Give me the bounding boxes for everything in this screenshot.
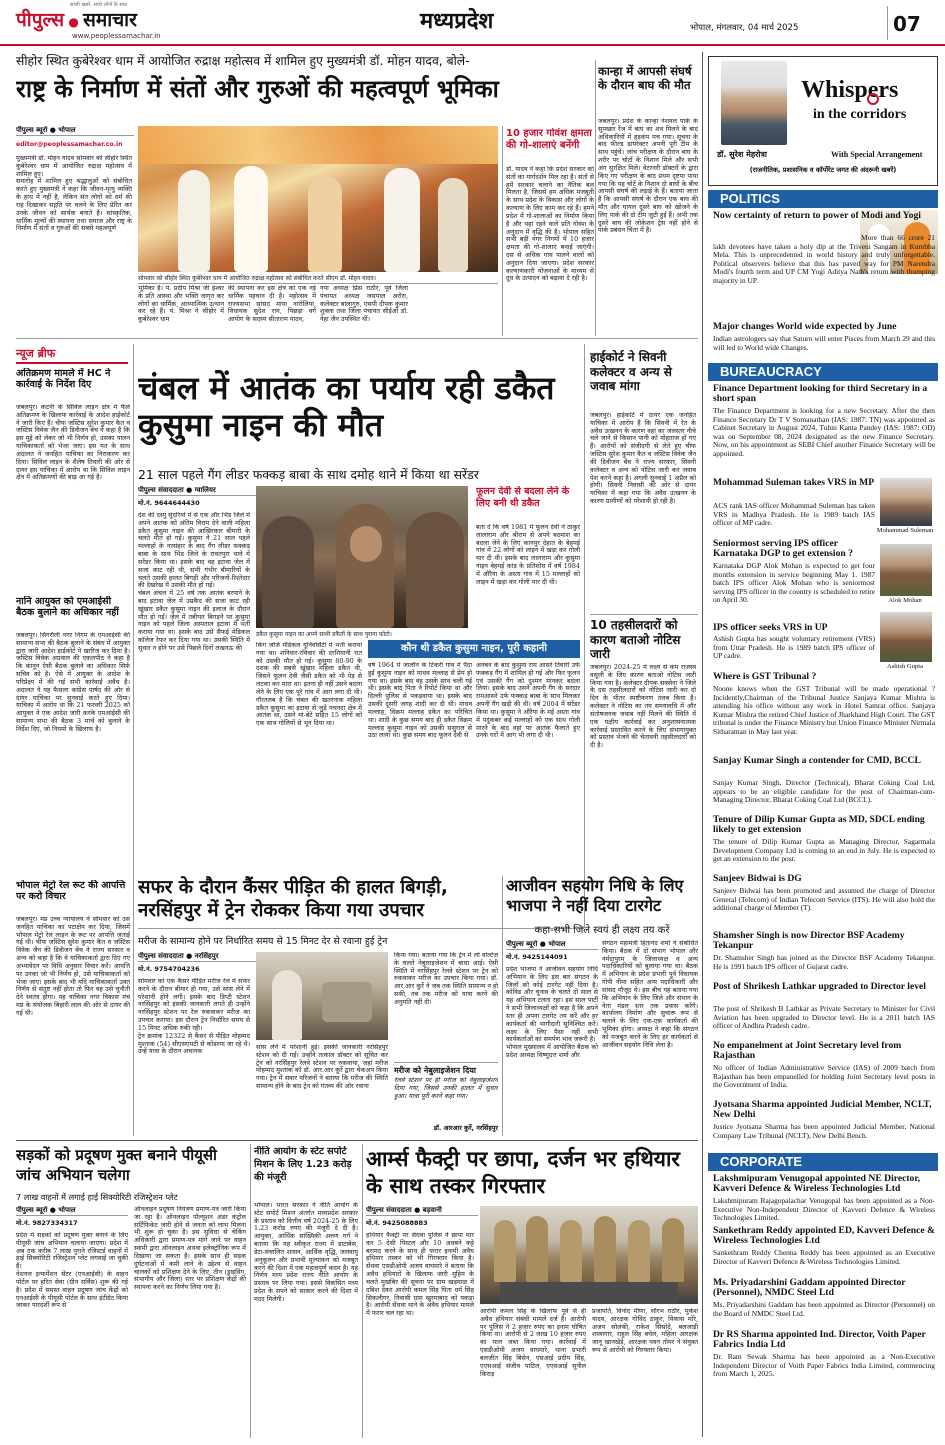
lead-photo-figure-5 bbox=[438, 178, 468, 272]
bureaucracy-headline-5: Where is GST Tribunal ? bbox=[713, 672, 817, 682]
hc-collector-headline: हाईकोर्ट ने सिवनी कलेक्टर व अन्य से जवाब मांगा bbox=[590, 350, 672, 394]
lead-photo-figure-1 bbox=[178, 170, 210, 272]
cancer-box-body: रेलवे स्टेशन पर ही मरीज को नेबुलाइजेशन दिया गया, जिससे उनकी हालत में सुधार हुआ। यात्रा पूरी करने कहा गया। bbox=[394, 1077, 498, 1100]
arms-photo-figure-1 bbox=[494, 1220, 516, 1282]
arms-col-2: आरोपी कमल सिंह के खिलाफ पूर्व से ही अवैध हथियार संबंधी मामले दर्ज हैं। आरोपी पर पुलिस ने 2 हजार रुपए का इनाम घोषित किया था। आरोपी से 2 लाख 10 हजार रुपए का माल जब्त किया गया। कार्रवाई में एसडीओपी अजय वाघमारे, थाना प्रभारी बलजीत सिंह बिसेन, एसआई प्रदीप सिंह, एएसआई संजीव पाटिल, एएसआई सुनील किराड़ bbox=[480, 1308, 586, 1378]
dacoit-photo-figure-1 bbox=[262, 516, 314, 628]
corporate-body-4: Dr. Ram Sewak Sharma has been appointed as a Non-Executive Independent Director of Voith Paper Fabrics India Limited, commencing from March 1, 2025. bbox=[713, 1353, 935, 1379]
pollution-phone: मो.नं. 9827334317 bbox=[16, 1219, 78, 1227]
dacoit-photo-face bbox=[350, 526, 382, 562]
brief-body-3: जबलपुर। मप्र उच्च न्यायालय ने सोमवार को उस जनहित याचिका का पटाक्षेप कर दिया, जिसमें भोपाल मेट्रो रेल लाइन के रूट पर आपत्ति जताई गई थी। चीफ जस्टिस सुरेश कुमार कैत व जस्टिस विवेक जैन की डिवीजन बेंच ने राज्य सरकार व अन्य को कहा है कि वे याचिकाकर्ता द्वारा दिए गए अभ्यावेदन पर विधि अनुसार विचार करें। आपत्ति पर उनका जो भी निर्णय हो, उसे याचिकाकर्ता को भेजा जाए। इसके बाद भी यदि याचिकाकर्ता उक्त निर्णय से संतुष्ट नहीं होता तो फिर वह उसे चुनौती देने स्वतंत्र होगा। यह याचिका नगर विकास मंच मप्र के संयोजक बिहारी लाल की ओर से दायर की गई थी। bbox=[16, 916, 130, 1017]
dacoit-photo-figure-3 bbox=[406, 512, 464, 628]
tiger-headline: कान्हा में आपसी संघर्ष के दौरान बाघ की मौत bbox=[598, 64, 692, 93]
corporate-headline-1: Lakshmipuram Venugopal appointed NE Director, Kavveri Defence & Wireless Technologies Ltd bbox=[713, 1174, 921, 1195]
whispers-box bbox=[708, 56, 938, 186]
rule-hc-tehsil bbox=[590, 614, 698, 615]
bureaucracy-headline-1: Finance Department looking for third Secretary in a short span bbox=[713, 384, 928, 405]
dacoit-headline: चंबल में आतंक का पर्याय रही डकैत कुसुमा नाइन की मौत bbox=[138, 370, 555, 445]
bureaucracy-body-2: ACS rank IAS officer Mohammad Suleman has taken VRS in Madhya Pradesh. He is 1989 batch IAS officer of MP cadre. bbox=[713, 502, 875, 528]
logo-part-1: पीपुल्स bbox=[16, 9, 65, 31]
gaushala-headline: 10 हजार गोवंश क्षमता की गो-शालाएं बनेंगी bbox=[506, 128, 592, 151]
ashish-gupta-photo bbox=[880, 612, 932, 662]
cancer-box-headline: मरीज को नेबुलाइजेशन दिया bbox=[394, 1066, 476, 1075]
dacoit-subhead: 21 साल पहले गैंग लीडर फक्कड़ बाबा के साथ दमोह थाने में किया था सरेंडर bbox=[138, 467, 479, 482]
rule-lead-gaushala bbox=[502, 126, 503, 336]
corporate-headline-4: Dr RS Sharma appointed Ind. Director, Voith Paper Fabrics India Ltd bbox=[713, 1330, 926, 1351]
lead-col-3: की स्थापना कर इस क्षेत्र को एक नई धार्मिक पहचान दी है। महोत्सव में राज्यसभा सांसद माया नारोलिया, विधायक सुदेश राय, पिछड़ा वर्ग आयोग के सदस्य सीताराम यादव, bbox=[228, 285, 316, 324]
whispers-red-swoosh bbox=[867, 93, 879, 105]
arms-photo bbox=[480, 1206, 698, 1304]
niti-headline: नीति आयोग के स्टेट सपोर्ट मिशन के लिए 1.23 करोड़ की मंजूरी bbox=[254, 1146, 352, 1183]
cancer-photo-figure-2 bbox=[322, 982, 372, 1022]
corporate-section-bar: CORPORATE bbox=[708, 1153, 938, 1171]
rule-under-cancer bbox=[16, 1140, 698, 1141]
cancer-photo bbox=[256, 952, 388, 1040]
rule-dacoit-right bbox=[584, 344, 585, 926]
lead-photo-caption: सोमवार को सीहोर स्थित कुबेरेश्वर धाम में आयोजित रुद्राक्ष महोत्सव को संबोधित करते सीएम डॉ. मोहन यादव। bbox=[138, 274, 498, 284]
bureaucracy-body-7: The tenure of Dilip Kumar Gupta as Managing Director, Sagarmala Development Company Ltd is coming to an end in July. He is expected to get an extension to the post. bbox=[713, 838, 935, 864]
lead-col-2: भूमिका है। पं. प्रदीप मिश्रा जी ईश्वर के प्रति आस्था और भक्ति जागृत कर लोगों का धार्मिक, आध्यात्मिक उत्थान कर रहे हैं। पं. मिश्रा ने सीहोर में कुबेरेश्वर धाम bbox=[138, 285, 224, 324]
rule-left-right bbox=[702, 52, 703, 1437]
bureaucracy-headline-8: Sanjeev Bidwai is DG bbox=[713, 874, 802, 884]
corporate-body-2: Sankethram Reddy Chenna Reddy has been appointed as an Executive Director of Kavveri Defence & Wireless Technologies Limited. bbox=[713, 1249, 935, 1266]
bjp-col-2: संगठन महामंत्री हितानंद शर्मा ने संबोधित किया। बैठक में दो संभाग भोपाल और नर्मदापुरम के जिलाध्यक्ष व अन्य पदाधिकारियों को बुलाया गया था। बैठक में अभियान के प्रदेश प्रभारी पूर्व विधायक गोपी नीमा सहित अन्य पदाधिकारी और सांसद मौजूद थे। इस बीच यह बताया गया कि अभियान के लिए जिले और संभाग के नेता मंडल स्तर तक प्रवास करेंगे। कार्यालय निर्माण और सुचारू रूप से चलाने के लिए एक-एक कार्यकर्ता की भूमिका होगा। अध्यक्ष ने कहा कि संगठन को मजबूत करने के लिए हर कार्यकर्ता से आजीवन सहयोग निधि लेना है। bbox=[602, 940, 698, 1049]
suleman-photo-label: Mohammad Suleman bbox=[876, 527, 934, 534]
bureaucracy-headline-3: Seniormost serving IPS officer Karnataka DGP to get extension ? bbox=[713, 539, 853, 560]
corporate-body-3: Ms. Priyadarshini Gaddam has been appointed as Director (Personnel) on the Board of NMDC Steel Ltd. bbox=[713, 1301, 935, 1318]
masthead bbox=[0, 0, 945, 46]
lead-email[interactable]: editor@peoplessamachar.co.in bbox=[16, 141, 123, 148]
masthead-logo[interactable] bbox=[16, 6, 137, 32]
bureaucracy-headline-2: Mohammad Suleman takes VRS in MP bbox=[713, 478, 875, 488]
brief-headline-3: भोपाल मेट्रो रेल रूट की आपत्ति पर करो विचार bbox=[16, 880, 126, 903]
gaushala-body: डॉ. यादव ने कहा कि प्रदेश सरकार को संतों का मार्गदर्शन मिल रहा है। संतों से हमें सरकार चलाने का नैतिक बल मिलता है, जिससे हम अधिक मजबूती के साथ प्रदेश के विकास और लोगों के कल्याण के लिए काम कर रहे हैं। हमने प्रदेश में गो-शालाओं का निर्माण किया है और यहां रहने वाले प्रति गोवंश के अनुदान में वृद्धि की है। भोपाल सहित सभी बड़ी नगर निगमों में 10 हजार क्षमता की गो-शालाएं बनाई जाएंगी। दस से अधिक गाय पालने वालों को अनुदान दिया जाएगा। प्रदेश सरकार कल्याणकारी योजनाओं के माध्यम से दूध के उत्पादन को बढ़ावा दे रही है। bbox=[506, 166, 594, 283]
ashish-gupta-photo-label: Ashish Gupta bbox=[886, 663, 924, 670]
bureaucracy-body-11: No officer of Indian Administrative Service (IAS) of 2009 batch from Rajasthan has been empanelled for holding Joint Secretary level posts in the Government of India. bbox=[713, 1064, 935, 1090]
corporate-headline-3: Ms. Priyadarshini Gaddam appointed Director (Personnel), NMDC Steel Ltd bbox=[713, 1278, 906, 1299]
brief-label: न्यूज ब्रीफ bbox=[16, 347, 56, 360]
corporate-body-1: Lakshmipuram Rajagopalachar Venugopal has been appointed as a Non-Executive Non-Independent Director of Kavveri Defence & Wireless Technologies Limited. bbox=[713, 1197, 935, 1223]
logo-dot-icon: ● bbox=[64, 15, 83, 29]
arms-photo-figure-5 bbox=[628, 1220, 650, 1282]
brief-body-2: जबलपुर। सिंगरौली नगर निगम के एमआईसी की सामान्य सभा की बैठक बुलाने के संबंध में आयुक्त द्वारा जारी आदेश हाईकोर्ट ने खारिज कर दिया है। जस्टिस विवेक अग्रवाल की एकलपीठ ने कहा है कि कानून ऐसी बैठक बुलाने का अधिकार सिर्फ सचिव को है। ऐसे में आयुक्त के आदेश के परिप्रेक्ष्य में की गई सभी कार्रवाई अवैध है। अदालत ने यह फैसला कांग्रेस पार्षद की ओर से दायर याचिका पर सुनवाई करते हुए दिया। याचिका में आरोप था कि 21 फरवरी 2025 को आयुक्त ने एक आदेश जारी करके एमआईसी की सामान्य सभा की बैठक 3 मार्च को बुलाने के निर्देश दिए, जो नियमों के खिलाफ है। bbox=[16, 632, 130, 733]
arms-col-3: प्रजापति, विनोद मीणा, सौरभ राठौर, मुकेश यादव, आरक्षक गोविंद ठाकुर, विकास मोरे, अजय सोलंकी, राकेश सिसोदे, बलजाड़ी शस्त्रागार, राहुल सिंह बघेल, महिला आरक्षक जानू खानखेड़े, आरक्षक पवन तोमर ने संयुक्त रूप से आरोपी को गिरफ्तार किया। bbox=[592, 1308, 698, 1355]
bureaucracy-headline-12: Jyotsana Sharma appointed Judicial Member, NCLT, New Delhi bbox=[713, 1100, 932, 1121]
dacoit-byline: पीपुल्स संवाददाता ● ग्वालियर bbox=[138, 486, 288, 496]
dacoit-story-col-2: अनबन के बाद कुसुमा राम आसरे तिवारी उर्फ फक्कड़ गैंग में शामिल हो गई और फिर फूलन एवं उसकी गैंग को दुश्मन मानकर बदला लिया। इसके बाद उसने अपनी गैंग के सरदार रामआसरे उर्फ फक्कड़ बाबा के साथ मिलकर अपनी गैंग खड़ी की थी। वर्ष 2004 में सरेंडर किया था। कुसुमा ने औरैया के मई अस्ता गांव में पदुंकबर कई मल्लाहों को एक साथ गोली मारने के बाद वहां पर आतंक फैलाते हुए उनके घरों में आग भी लगा दी थी। bbox=[476, 662, 580, 740]
rule-gaushala-tiger bbox=[595, 60, 596, 336]
logo-part-2: समाचार bbox=[82, 9, 137, 31]
rule-cancer-bjp bbox=[502, 876, 503, 1136]
bjp-headline: आजीवन सहयोग निधि के लिए भाजपा ने नहीं दिया टारगेट bbox=[506, 876, 684, 916]
bureaucracy-headline-9: Shamsher Singh is now Director BSF Academy Tekanpur bbox=[713, 931, 905, 952]
lead-col-4: नपा अध्यक्ष प्रिंस राठौर, पूर्व जिला पंचायत अध्यक्ष जसपाल अरोरा, कलेक्टर बालागुरु, एसपी दीपक कुमार शुक्ला तथा जिला पंचायत सीईओ डॉ. नेहा जैन उपस्थित थीं। bbox=[320, 285, 408, 324]
cancer-byline: पीपुल्स संवाददाता ● नरसिंहपुर bbox=[138, 952, 264, 962]
arms-phone: मो.नं. 9425088883 bbox=[366, 1219, 428, 1227]
bjp-col-1: प्रदेश भाजपा ने आजीवन सहयोग निधि अभियान के लिए इस बार संगठन के जिलों को कोई टारगेट नहीं दिया है। कोविड और चुनाव के चलते दो साल से यह अभियान टलता रहा। इस साल पार्टी ने सभी जिलाध्यक्षों को कहा है कि अपने स्तर ही अपना टारगेट तय करें और हर कार्यकर्ता की भागीदारी सुनिश्चित करें। लक्ष्य के लिए पैसा नहीं सभी कार्यकर्ताओं का समर्पण भाव जरूरी है। भोपाल मुख्यालय में आयोजित बैठक को प्रदेश अध्यक्ष विष्णुदत्त शर्मा और bbox=[506, 966, 598, 1059]
dacoit-photo-caption: डकैत कुसुमा नाइन का अपने साथी डकैतों के साथ पुराना फोटो। bbox=[256, 631, 392, 638]
arms-col-1: हथियार फैक्ट्री पर सेंधवा पुलिस ने छापा मार कर 5 देसी पिस्टल और 10 अधबने कट्टे बरामद करने के साथ ही फरार इनामी अवैध हथियार तस्कर को भी गिरफ्तार किया है। सेंधवा एसडीओपी अजय वाघमारे ने बताया कि अवैध हथियारों के खिलाफ जारी मुहिम के चलते मुखबिर की सूचना पर ग्राम खड़माळ में दबिश देकर आरोपी कमल सिंह पिता धर्म सिंह सिकलीगर, निवासी ग्राम खुरमाबाद को पकड़ा है। आरोपी सेंधवा थाने के अवैध हथियार मामले में फरार चल रहा था। bbox=[366, 1232, 474, 1318]
bureaucracy-body-8: Sanjeev Bidwai has been promoted and assumed the charge of Director General (Telecom) of Indian Telecom Service (ITS). He will also hold the additional charge of Member (T). bbox=[713, 887, 935, 913]
dacoit-phone: मो.नं. 9644644430 bbox=[138, 499, 200, 507]
bureaucracy-section-bar: BUREAUCRACY bbox=[708, 363, 938, 381]
issue-date: भोपाल, मंगलवार, 04 मार्च 2025 bbox=[690, 23, 799, 33]
politics-headline-2: Major changes World wide expected by June bbox=[713, 322, 897, 332]
arms-photo-figure-6 bbox=[662, 1218, 684, 1282]
politics-body-2: Indian astrologers say that Saturn will enter Pisces from March 29 and this will led to World wide Changes. bbox=[713, 335, 935, 352]
dacoit-col-1: देश की दस्यु सुंदरियों में से एक और भिंड जिले में अपने आतंक को अंतिम विराम देने वाली महिला डकैत कुसुमा नाइन की आखिरकार बीमारी के चलते मौत हो गई। कुसुमा ने 21 साल पहले मल्लाहों के नरसंहार के बाद गैंग लीडर फक्कड़ बाबा के साथ भिंड जिले के रावतपुरा थाने में सरेंडर किया था। इसके बाद वह इटावा जेल में सजा काट रही थी, सभी गंभीर बीमारियों के चलते उसकी हालत बिगड़ी और परिजनों-रिश्तेदार की देखरेख में उसकी मौत हो गई। चंबल अंचल में 25 वर्ष तक आतंक बरपाने के बाद इटावा जेल में उम्रकैद की सजा काट रही खूंखार डकैत कुसुमा नाइन की इलाज के दौरान मौत हो गई। जेल में तबीयत बिगड़ने पर कुसुमा नाइन को पहले जिला अस्पताल इटावा में भर्ती कराया गया था। इसके बाद उसे सैफई मेडिकल कॉलेज रेफर कर दिया गया था। उसकी स्थिति में सुधार न होने पर उसे पिछले दिनों लखनऊ की bbox=[138, 512, 250, 652]
bureaucracy-body-4: Ashish Gupta has sought voluntary retirement (VRS) from Uttar Pradesh. He is 1989 batch IPS officer of UP cadre. bbox=[713, 635, 875, 661]
politics-headline-1: Now certainty of return to power of Modi and Yogi bbox=[713, 211, 921, 221]
lead-photo-figure-4 bbox=[384, 168, 420, 272]
lead-photo-figure-2 bbox=[234, 166, 268, 272]
lead-photo-figure-3 bbox=[308, 176, 342, 272]
cancer-box-sign: डॉ. आरआर कुर्रे, नरसिंहपुर bbox=[433, 1124, 498, 1132]
bureaucracy-headline-10: Post of Shrikesh Lathkar upgraded to Director level bbox=[713, 982, 926, 992]
niti-body: भोपाल। भारत सरकार ने नीति आयोग के स्टेट सपोर्ट मिशन अंतर्गत मध्यप्रदेश सरकार के प्रस्ताव को वित्तीय वर्ष 2024-25 के लिए 1.23 करोड़ रुपए की मंजूरी दे दी है। आयुक्त, आर्थिक सांख्यिकी अरुण गर्ग ने बताया कि यह स्वीकृत राज्य में डाटाबेस, डेटा-संचालित शासन, आर्थिक वृद्धि, जलवायु अनुकूलन और प्रभावी मूल्यांकन को मजबूत करने की दिशा में एक महत्वपूर्ण कदम है। यह निर्णय मध्य प्रदेश राज्य नीति आयोग के प्रस्ताव पर लिया गया। इससे विकसित मध्य प्रदेश के सपने को साकार करने की दिशा में मदद मिलेगी। bbox=[254, 1202, 358, 1303]
cancer-col-2: सांस लेने में परेशानी हुई। इसकी जानकारी नरसिंहपुर स्टेशन को दी गई। उन्होंने तत्काल डॉक्टर को सूचित कर ट्रेन को नरसिंहपुर रेलवे स्टेशन पर रुकवाया, जहां मरीज मोहम्मद मुश्ताक को डॉ. आर.आर कुर्रे द्वारा चेकअप किया गया। ट्रेन में सवार परिजनों ने बताया कि मरीज की स्थिति सामान्य होने के बाद ट्रेन को गंतव्य की ओर रवाना bbox=[256, 1044, 388, 1091]
dacoit-photo bbox=[256, 486, 468, 628]
cancer-subhead: मरीज के सामान्य होने पर निर्धारित समय से 15 मिनट देर से रवाना हुई ट्रेन bbox=[138, 936, 388, 947]
tiger-body: जबलपुर। प्रदेश के कान्हा नेशनल पार्क के सुपखार रेंज में बाघ का शव मिलने के बाद अधिकारियों में हड़कंप मच गया। सूचना के बाद फील्ड डायरेक्टर अपनी पूरी टीम के साथ पहुंचे। जांच परीक्षण के दौरान बाघ के शरीर पर चोटों के निशान मिले और सभी अंग सुरक्षित मिले। वेटरनरी डॉक्टरों के द्वारा किए गए परीक्षण के बाद प्रथम दृष्टया पाया गया कि यह चोटें के निशान दो बाघों के बीच आपसी संघर्ष की लड़ाई के हैं। बताया जाता है कि आपसी संघर्ष के दौरान एक बाघ की मौत और घायल दूसरे बाघ को खोजने के लिए पार्क की दो टीम जुटी हुई हैं। अभी तक दूसरे बाघ की लोकेशन ट्रेस नहीं होने से पार्क प्रबंधन चिंता में है। bbox=[598, 118, 698, 235]
columnist-name: डॉ. सुरेश मेहरोत्रा bbox=[717, 150, 767, 159]
arms-byline: पीपुल्स संवाददाता ● बड़वानी bbox=[366, 1206, 478, 1216]
bureaucracy-body-9: Dr. Shamsher Singh has joined as the Director BSF Academy Tekanpur. He is 1991 batch IPS officer of Gujarat cadre. bbox=[713, 954, 935, 971]
dacoit-sidebar-body: बता दें कि वर्ष 1981 में फूलन देवी ने ठाकुर लालाराम और श्रीराम से अपने बदमाश का बदला लेने के लिए कानपुर देहात के बेहमई गांव में 22 लोगों को लाइन में खड़ा कर गोली मार दी थी। इसके बाद लालाराम और कुसुमा नाइन बेहमई कांड के प्रतिशोध में वर्ष 1984 में औरैया के अस्ता गांव में 15 मल्लाहों को लाइन में खड़ा कर गोली मार दी थी। bbox=[476, 524, 580, 586]
bureaucracy-headline-4: IPS officer seeks VRS in UP bbox=[713, 623, 828, 633]
section-title: मध्यप्रदेश bbox=[420, 9, 494, 34]
cancer-phone: मो.नं. 9754704236 bbox=[138, 965, 200, 973]
rule-brief bbox=[133, 344, 134, 1136]
dacoit-story-bar: कौन थी डकैत कुसुमा नाइन, पूरी कहानी bbox=[368, 640, 580, 658]
special-arrangement: With Special Arrangement bbox=[831, 150, 923, 159]
dacoit-sidebar-headline: फूलन देवी से बदला लेने के लिए बनी थी डकैत bbox=[476, 486, 570, 509]
bjp-phone: मो.नं. 9425144091 bbox=[506, 953, 568, 961]
alok-mohan-photo-label: Alok Mohan bbox=[888, 597, 922, 604]
rule-niti-arms bbox=[362, 1144, 363, 1438]
bureaucracy-body-10: The post of Shrikesh B Lathkar as Private Secretary to Minister for Civil Aviation has been upgraded to Director level. He is a 2011 batch IAS officer of Andhra Pradesh cadre. bbox=[713, 1005, 935, 1031]
bureaucracy-headline-7: Tenure of Dilip Kumar Gupta as MD, SDCL ending likely to get extension bbox=[713, 815, 925, 836]
lead-col-1: मुख्यमंत्री डॉ. मोहन यादव सोमवार को सीहोर स्थित कुबेरेश्वर धाम में आयोजित रुद्राक्ष महोत्सव में शामिल हुए। समारोह में शामिल हुए श्रद्धालुओं को संबोधित करते हुए मुख्यमंत्री ने कहा कि जीवन-मृत्यु व्यक्ति के हाथ में नहीं है, लेकिन संत लोगों को धर्म की राह दिखाकर सद्गति पर चलने के लिए प्रेरित कर उनके जीवन को सार्थक बनाते हैं। सांस्कृतिक, धार्मिक मूल्यों की स्थापना तथा समाज और राष्ट्र के निर्माण में संतों व गुरुओं की सबसे महत्वपूर्ण bbox=[16, 155, 132, 233]
cancer-headline: सफर के दौरान कैंसर पीड़ित की हालत बिगड़ी, नरसिंहपुर में ट्रेन रोककर किया गया उपचार bbox=[138, 877, 448, 922]
pollution-col-2: ऑनलाइन प्रदूषण नियंत्रण प्रमाण-पत्र जारी किया जा रहा है। ऑनलाइन पॉल्यूशन अंडर कंट्रोल सर्टिफिकेट जारी होने से जनता को लाभ मिलना भी शुरू हो चुका है। इस सुविधा से चेकिंग अधिकारी द्वारा प्रमाण-पत्र मांगे जाने पर वाहन स्वामी द्वारा ऑनलाइन अथवा इलेक्ट्रॉनिक रूप में दिखाया जा सकता है। इसके साथ ही सड़क दुर्घटनाओं में कमी लाने के उद्देश्य से वाहन चालकों को प्रशिक्षण देने के लिए, तीन (ड्राइविंग, संभागीय और जिला) स्तर पर प्रशिक्षण केंद्रों की स्थापना करने का निर्णय लिया गया है। bbox=[134, 1206, 246, 1292]
page-number: 07 bbox=[893, 12, 921, 36]
whispers-note: (राजनीतिक, प्रशासनिक व कॉर्पोरेट जगत की अंदरूनी खबरें) bbox=[749, 166, 897, 174]
pollution-byline: पीपुल्स ब्यूरो ● भोपाल bbox=[16, 1206, 128, 1216]
lead-kicker: सीहोर स्थित कुबेरेश्वर धाम में आयोजित रुद्राक्ष महोत्सव में शामिल हुए मुख्यमंत्री डॉ. मोहन यादव, बोले- bbox=[16, 54, 470, 68]
alok-mohan-photo bbox=[880, 544, 932, 596]
brief-label-rule bbox=[16, 362, 128, 364]
cancer-photo-figure-1 bbox=[272, 970, 302, 1040]
rule-under-lead bbox=[16, 338, 698, 339]
bureaucracy-body-5: Noone knows when the GST Tribunal will be made operational ? Incidently,Chairman of the Tribunal Justice Sanjaya Kumar Mishra is attending his office without any work in Hotel Samrat office. Sanjaya Kumar Mishra the retired Chief Justice of Jharkhand High Court. The GST tribunal is under the Finance Ministry but Union Finance Minister Nirmala Sitharaman in May last year. bbox=[713, 685, 935, 736]
lead-photo-banner bbox=[138, 126, 498, 164]
bureaucracy-headline-11: No empanelment at Joint Secretary level from Rajasthan bbox=[713, 1041, 902, 1062]
bureaucracy-body-1: The Finance Department is looking for a new Secretary. After the then Finance Secretary Dr T V Somanathan (IAS: 1987: TN) was appointed as Cabinet Secretary in August 2024, Tuhin Kanta Pandey (IAS: 1987: OD) was on September 08, 2024 designated as the new Finance Secretary. Now, on his appointment as SEBI Chief another Finance Secretary will be appointed. bbox=[713, 407, 935, 458]
bjp-subhead: कहा-सभी जिले स्वयं ही लक्ष्य तय करें bbox=[534, 925, 670, 936]
lead-headline: राष्ट्र के निर्माण में संतों और गुरुओं की महत्वपूर्ण भूमिका bbox=[16, 75, 499, 103]
politics-body-1: More than 66 crore 21 lakh devotees have taken a holy dip at the Triveni Sangam in Kumbha Mela. This is unprecedented in world history and truly unforgettable. Political observers believe that this has paved way for PM Narendra Modi's fourth term and UP CM Yogi Aditya Nath's return with thumping majority in UP. bbox=[713, 234, 935, 285]
columnist-photo bbox=[721, 61, 787, 145]
hc-collector-body: जबलपुर। हाईकोर्ट में दायर एक जनहित याचिका में आरोप है कि सिवनी में रेत के अवैध उत्खनन के कारण वहां का जलस्तर नीचे चले जाने से किसान पानी को मोहताज हो गए हैं। आरोपों को संजीदगी से लेते हुए चीफ जस्टिस सुरेश कुमार कैत व जस्टिस विवेक जैन की डिवीजन बेंच ने राज्य सरकार, सिवनी कलेक्टर व अन्य को नोटिस जारी कर जवाब पेश करने कहा है। अगली सुनवाई 1 अप्रैल को होगी। सिवनी निवासी की ओर से दायर याचिका में कहा गया कि अवैध उत्खनन के कारण ग्रामीणों को परेशानी हो रही है। bbox=[590, 412, 696, 505]
tehsildar-body: जबलपुर। 2024-25 में लक्ष्य से कम राजस्व वसूली के लिए कारण बताओ नोटिस जारी किया गया है। कलेक्टर दीपक सक्सेना ने जिले के दस तहसीलदारों को नोटिस जारी कर दो दिन के भीतर स्पष्टीकरण तलब किया है। कलेक्टर ने नोटिस का तय समयावधि में और संतोषजनक जवाब नहीं मिलने की स्थिति में एक पक्षीय कार्रवाई कर अनुशासनात्मक कार्रवाई प्रस्तावित करने के लिए संभागायुक्त को प्रस्ताव भेजने की चेतावनी तहसीलदारों को दी है। bbox=[590, 664, 696, 750]
brief-headline-1: अतिक्रमण मामले में HC ने कार्रवाई के निर्देश दिए bbox=[16, 368, 111, 391]
brief-headline-2: नानि आयुक्त को एमआईसी बैठक बुलाने का अधिकार नहीं bbox=[16, 596, 119, 619]
lead-byline: पीपुल्स ब्यूरो ● भोपाल bbox=[16, 126, 134, 136]
page-number-rule bbox=[887, 6, 888, 40]
cancer-col-1: सोमवार को एक कैंसर पीड़ित मरीज रेल में सफर करने के दौरान बीमार हो गया, उसे सांस लेने में परेशानी होने लगी। इसके बाद डिप्टी स्टेशन नरसिंहपुर को इसकी जानकारी लगते ही उन्होंने नरसिंहपुर स्टेशन पर रेल रुकवाकर मरीज का उपचार कराया। इस दौरान ट्रेन निर्धारित समय से 15 मिनट अधिक रुकी रही। ट्रेन क्रमांक 12322 से कैंसर से पीड़ित मोहम्मद मुश्ताक (54) सीएसएमटी से कोडरमा जा रहे थे। उन्हें यात्रा के दौरान अचानक bbox=[138, 978, 250, 1056]
pollution-col-1: प्रदेश में सड़कों को प्रदूषण मुक्त बनाने के लिए पीयूसी जांच अभियान चलाया जाएगा। प्रदेश में अब तक करीब 7 लाख पुराने रजिस्टर्ड वाहनों में हाई सिक्योरिटी रजिस्ट्रेशन प्लेट लगवाई जा चुकी हैं। नेशनल इन्फर्मेशन सेंटर (एनआईसी) के वाहन पोर्टल पर हरित सेवा (ग्रीन सर्विस) शुरू की गई है। प्रदेश में समस्त वाहन प्रदूषण जांच केंद्रों को एनआईसी के पीयूसी पोर्टल के साथ इंटीग्रेट किया जाकर पारदर्शी रूप से bbox=[16, 1232, 128, 1310]
corporate-headline-2: Sankethram Reddy appointed ED, Kavveri Defence & Wireless Technologies Ltd bbox=[713, 1226, 935, 1247]
whispers-subtitle: in the corridors bbox=[813, 107, 907, 122]
cancer-box bbox=[394, 1062, 498, 1136]
arms-photo-figure-2 bbox=[526, 1216, 548, 1282]
pollution-headline: सड़कों को प्रदूषण मुक्त बनाने पीयूसी जांच अभियान चलेगा bbox=[16, 1146, 217, 1184]
rule-pollution-niti bbox=[250, 1144, 251, 1438]
bureaucracy-body-3: Karnataka DGP Alok Mohan is expected to get four months extension in service beginning May 1. 1987 batch IPS officer Alok Mohan who is seniormost serving IPS officer in the country is scheduled to retire on April 30. bbox=[713, 562, 875, 605]
suleman-photo bbox=[880, 478, 932, 526]
lead-photo bbox=[138, 126, 498, 272]
whispers-title: Whispers bbox=[801, 77, 899, 103]
masthead-tagline: सच्ची खबरें, सच्चे लोगों के साथ bbox=[70, 2, 128, 8]
dacoit-photo-figure-2 bbox=[336, 504, 394, 628]
bureaucracy-body-6: Sanjay Kumar Singh, Director (Technical), Bharat Coking Coal Ltd, appears to be an eligible candidate for the post of Chairman-cum-Managing Director, Bharat Coking Coal Ltd (BCCL). bbox=[713, 779, 935, 805]
brief-body-1: जबलपुर। कटनी के सिविल लाइन क्षेत्र में फैले अतिक्रमण के खिलाफ कार्रवाई के आदेश हाईकोर्ट ने जारी किए हैं। चीफ जस्टिस सुरेश कुमार कैत व जस्टिस विवेक जैन की डिवीजन बेंच ने कहा है कि इस मुद्दे को लेकर जो भी निर्णय हो, उसका पालन याचिकाकर्ता को भेजा जाए। इस मत के साथ अदालत ने जनहित याचिका का निराकरण कर दिया। सिविल लाइन के शैलेष तिवारी की ओर से दायर इस याचिका में आरोप था कि सिविल लाइन क्षेत्र में अतिक्रमणों की बाढ़ आ गई है। bbox=[16, 404, 130, 482]
bureaucracy-body-12: Justice Jyotsana Sharma has been appointed Judicial Member, National Company Law Tribunal (NCLT), New Delhi Bench. bbox=[713, 1123, 935, 1140]
arms-headline: आर्म्स फैक्ट्री पर छापा, दर्जन भर हथियार के साथ तस्कर गिरफ्तार bbox=[366, 1147, 680, 1198]
dacoit-col-2: किंग जॉर्ज मेडिकल यूनिवर्सिटी में भर्ती कराया गया था। शनिवार-रविवार की दरमियानी रात को उसकी मौत हो गई। कुसुमा 80-90 के दशक की सबसे खूंखार महिला डकैत थी, जिसने फूलन देवी जैसी डकैत को भी पेड़ से लटका कर मारा था। इतना ही नहीं उसने बदला लेने के लिए एक पूरे गांव में आग लगा दी थी। गौरतलब है कि चंबल की खतरनाक महिला डकैत कुसुमा का इटावा से जुड़े पचनदा क्षेत्र में आतंक था, उसने मां-बेटे सहित 15 लोगों को एक साथ गोलियों से भून दिया था। bbox=[256, 642, 362, 728]
arms-photo-figure-3 bbox=[560, 1220, 582, 1282]
bureaucracy-headline-6: Sanjay Kumar Singh a contender for CMD, BCCL bbox=[713, 756, 921, 766]
site-url[interactable]: www.peoplessamachar.in bbox=[72, 32, 161, 40]
bjp-byline: पीपुल्स ब्यूरो ● भोपाल bbox=[506, 940, 598, 950]
cancer-col-3: किया गया। बताया गया कि ट्रेन में लो वोल्टेज के चलते नेबुलाइजेशन में बाधा आई। ऐसी स्थिति में नरसिंहपुर रेलवे स्टेशन पर ट्रेन को रुकवाकर मरीज का उपचार किया गया। डॉ. आर.आर कुर्रे ने जब तक स्थिति सामान्य न हो सकी, तब तक मरीज को यात्रा करने की अनुमति नहीं दी। bbox=[394, 952, 498, 1006]
arms-photo-figure-4 bbox=[594, 1216, 616, 1282]
tehsildar-headline: 10 तहसीलदारों को कारण बताओ नोटिस जारी bbox=[590, 618, 681, 662]
arms-photo-table bbox=[500, 1282, 678, 1304]
pollution-subhead: 7 लाख वाहनों में लगाई हाई सिक्योरिटी रजिस्ट्रेशन प्लेट bbox=[16, 1192, 178, 1202]
dacoit-story-col-1: वर्ष 1964 में जालौन के टिकरी गांव में पैदा हुई कुसुमा नाइन को माधव मल्लाह से प्रेम हो गया था। इसके बाद वह उसके साथ चली गई थी। इसके बाद पिता ने रिपोर्ट किया था और दिल्ली पुलिस से पकड़वाया था। इसके बाद उसकी दूसरी जगह शादी कर दी थी। माधव मल्लाह, विक्रम मल्लाह डकैत का परिचित था। शादी के कुछ समय बाद ही डकैत विक्रम मल्लाह कुसुमा नाइन को उसकी ससुराल से उठा लाया था। कुछ समय बाद फूलन देवी से bbox=[368, 662, 472, 740]
politics-section-bar: POLITICS bbox=[708, 190, 938, 208]
